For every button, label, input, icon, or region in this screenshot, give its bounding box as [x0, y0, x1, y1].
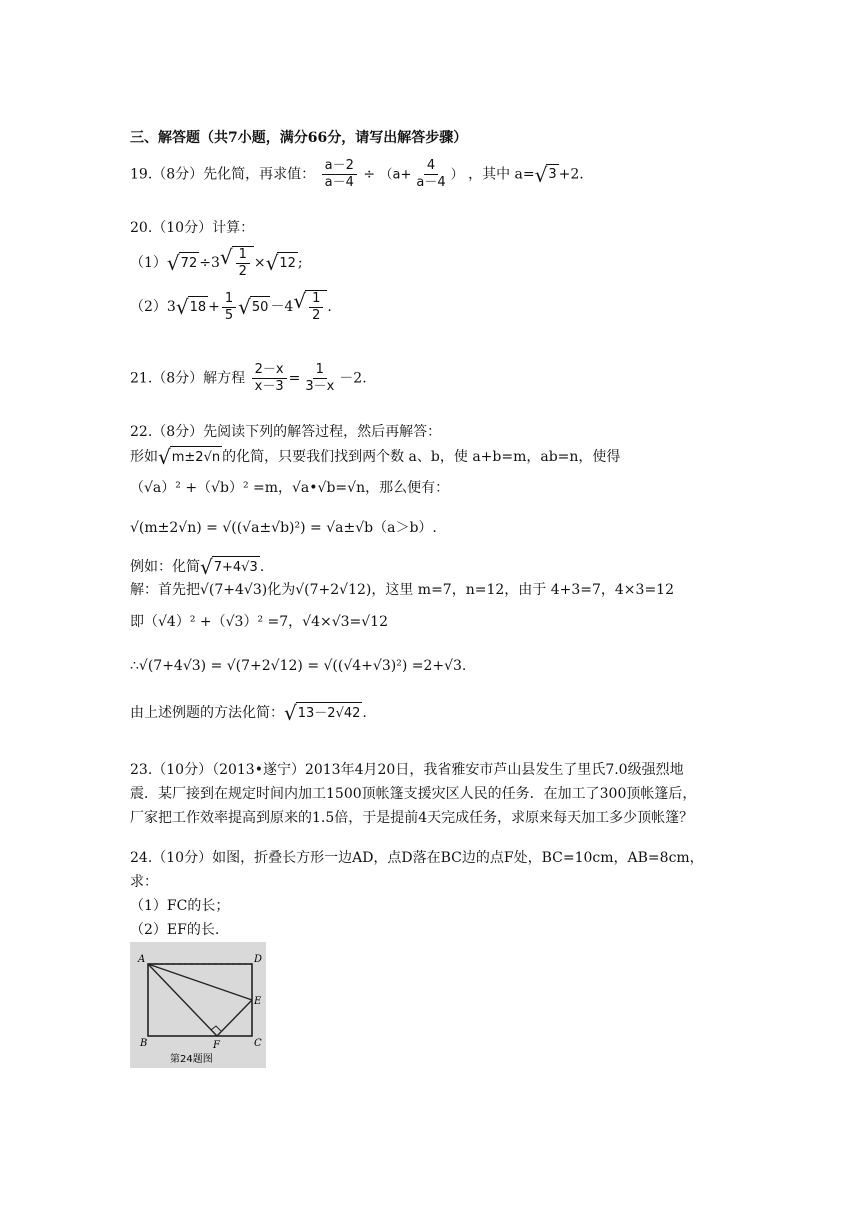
q21-f2d: 3－x: [305, 379, 335, 394]
q20-p1-op1: ÷3: [199, 255, 220, 271]
q20-part-1: [130, 246, 303, 280]
q22-head: 22.（8分）先阅读下列的解答过程，然后再解答：: [130, 424, 442, 440]
q22-line-1: [130, 446, 620, 468]
q20-p2-rad2: √ 50: [238, 295, 269, 319]
q22-l4b: .: [259, 559, 265, 575]
q22-line-3: √(m±2√n) = √((√a±√b)²) = √a±√b（a＞b）.: [130, 520, 437, 536]
q19-tail2: +2.: [558, 166, 584, 183]
label-d: D: [254, 954, 263, 965]
q21-f1n: 2－x: [252, 362, 287, 379]
q20-p2-frac: [222, 291, 236, 324]
q21-eq: =: [288, 370, 301, 387]
q20-p2-fd: 5: [224, 307, 234, 323]
q19-head: 19.（8分）先化简，再求值：: [130, 166, 316, 183]
q20-p1-end: ;: [297, 255, 303, 271]
label-e: E: [254, 996, 262, 1007]
q19-f2-num: 4: [424, 158, 438, 175]
label-a: A: [138, 954, 146, 965]
q21-f2n: 1: [313, 362, 327, 379]
q20-part-2: [130, 290, 332, 324]
q20-p2-radicand2: 50: [250, 296, 271, 318]
q19-div: ÷: [363, 166, 376, 183]
q22-line-2: （√a）² +（√b）² =m，√a•√b=√n，那么便有：: [130, 480, 450, 496]
q20-p1-rad1: √ 72: [166, 251, 198, 275]
figure-caption: 第24题图: [170, 1054, 213, 1065]
q22-l4a: 例如：化简: [130, 559, 200, 575]
q19-radical: √ 3: [534, 162, 557, 187]
q20-p2-op2: －4: [270, 299, 294, 315]
q22-l8-radicand: 13－2√42: [296, 702, 363, 724]
q20-p2-op1: +: [208, 299, 220, 315]
q23-line-2: 震．某厂接到在规定时间内加工1500顶帐篷支援灾区人民的任务．在加工了300顶帐篷后，: [130, 786, 697, 802]
q22-line-5: 解：首先把√(7+4√3)化为√(7+2√12)，这里 m=7，n=12，由于 4+3=7，4×3=12: [130, 582, 674, 598]
q19-fraction-2: [413, 158, 448, 191]
q24-line-2: 求：: [130, 874, 158, 890]
q24-line-4: （2）EF的长.: [130, 922, 220, 938]
q23-line-1: 23.（10分）（2013•遂宁）2013年4月20日，我省雅安市芦山县发生了里氏7.0级强烈地: [130, 762, 684, 778]
q20-p1-rad-frac: √ $\frac{1}{2}$: [220, 246, 254, 280]
q19-radicand: 3: [546, 164, 558, 186]
q21-frac1: [252, 362, 287, 395]
q20-head: 20.（10分）计算：: [130, 220, 255, 236]
q20-p2-fd2: 2: [312, 308, 321, 323]
label-b: B: [140, 1038, 148, 1049]
q21-f1d: x－3: [254, 379, 284, 394]
q19-open: （a+: [379, 167, 412, 183]
q22-line-7: ∴√(7+4√3) = √(7+2√12) = √((√4+√3)²) =2+√3.: [130, 658, 467, 674]
q20-p2-end: .: [327, 299, 332, 315]
q20-p2-rad-frac: √ $\frac{1}{2}$: [293, 290, 327, 324]
q21-frac2: [302, 362, 337, 395]
q20-p1-radicand2: 12: [277, 252, 298, 274]
q22-l4-radicand: 7+4√3: [212, 556, 260, 578]
q22-line-8: [130, 702, 367, 724]
q22-l8b: .: [362, 705, 367, 721]
question-21: [130, 362, 367, 395]
q22-l8-radical: √ 13－2√42: [284, 701, 361, 725]
q22-line-6: 即（√4）² +（√3）² =7，√4×√3=√12: [130, 614, 389, 630]
q22-l8a: 由上述例题的方法化简：: [130, 705, 284, 721]
question-19: [130, 158, 584, 191]
q20-p2-fn2: 1: [309, 291, 323, 308]
q22-l4-radical: √ 7+4√3: [200, 555, 258, 579]
q19-f1-den: a－4: [324, 175, 354, 190]
label-c: C: [254, 1038, 262, 1049]
label-f: F: [213, 1040, 220, 1051]
q19-tail: ，其中 a=: [468, 166, 535, 183]
q20-p2-label: （2）3: [130, 299, 176, 315]
figure-24-rectangle-fold: [130, 942, 266, 1068]
q20-p1-fd: 2: [238, 264, 247, 279]
q20-p2-fn: 1: [222, 291, 236, 308]
q20-p1-rad2: √ 12: [265, 251, 296, 275]
q22-l1-radical: √ m±2√n: [158, 445, 221, 469]
q20-p1-op2: ×: [253, 255, 266, 271]
q23-line-3: 厂家把工作效率提高到原来的1.5倍，于是提前4天完成任务，求原来每天加工多少顶帐篷？: [130, 810, 694, 826]
q20-p1-label: （1）: [130, 255, 167, 271]
q20-p1-radicand1: 72: [179, 252, 200, 274]
q19-fraction-1: [322, 158, 357, 191]
q22-line-4: [130, 556, 264, 578]
q19-close: ）: [450, 167, 464, 183]
q20-p1-fn: 1: [236, 247, 250, 264]
q22-l1-radicand: m±2√n: [170, 446, 222, 468]
q19-f2-den: a－4: [416, 175, 446, 190]
q20-p2-radicand1: 18: [188, 296, 209, 318]
section-title: 三、解答题（共7小题，满分66分，请写出解答步骤）: [130, 130, 468, 146]
q24-line-3: （1）FC的长；: [130, 898, 230, 914]
q22-l1a: 形如: [130, 449, 158, 465]
q19-f1-num: a－2: [322, 158, 357, 175]
q21-tail: －2.: [339, 370, 367, 387]
q20-p2-rad1: √ 18: [175, 295, 207, 319]
q22-l1b: 的化简，只要我们找到两个数 a、b，使 a+b=m，ab=n，使得: [222, 449, 621, 465]
q21-head: 21.（8分）解方程: [130, 370, 250, 387]
q24-line-1: 24.（10分）如图，折叠长方形一边AD，点D落在BC边的点F处，BC=10cm，AB=8cm，: [130, 850, 704, 866]
